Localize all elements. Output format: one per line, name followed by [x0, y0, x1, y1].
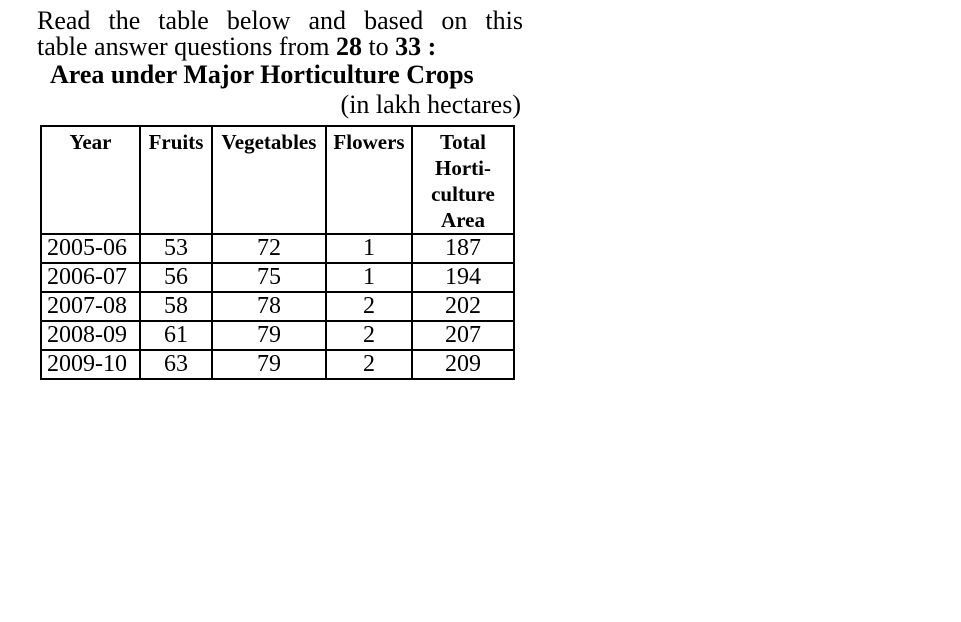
header-fruits: Fruits: [140, 126, 212, 234]
table-unit-note: (in lakh hectares): [340, 90, 521, 119]
horticulture-area-table: [40, 125, 515, 380]
cell-flowers: 1: [326, 234, 412, 263]
cell-year: 2007-08: [41, 292, 140, 321]
header-vegetables: Vegetables: [212, 126, 326, 234]
cell-fruits: 58: [140, 292, 212, 321]
cell-vegetables: 75: [212, 263, 326, 292]
cell-total: 207: [412, 321, 514, 350]
table-row: [41, 263, 514, 292]
table-header-row: [41, 126, 514, 234]
cell-total: 187: [412, 234, 514, 263]
cell-year: 2009-10: [41, 350, 140, 379]
instructions-to: to: [361, 32, 396, 61]
table-row: [41, 292, 514, 321]
header-total-area: Total Horti- culture Area: [412, 126, 514, 234]
cell-year: 2006-07: [41, 263, 140, 292]
cell-year: 2005-06: [41, 234, 140, 263]
cell-fruits: 61: [140, 321, 212, 350]
cell-vegetables: 79: [212, 350, 326, 379]
cell-vegetables: 78: [212, 292, 326, 321]
instructions-paragraph: [37, 8, 523, 60]
table-row: [41, 321, 514, 350]
table-row: [41, 350, 514, 379]
question-end-number: 33 :: [395, 32, 437, 61]
cell-fruits: 56: [140, 263, 212, 292]
cell-fruits: 53: [140, 234, 212, 263]
cell-flowers: 2: [326, 292, 412, 321]
cell-total: 194: [412, 263, 514, 292]
table-row: [41, 234, 514, 263]
cell-flowers: 1: [326, 263, 412, 292]
header-year: Year: [41, 126, 140, 234]
cell-total: 209: [412, 350, 514, 379]
cell-total: 202: [412, 292, 514, 321]
cell-flowers: 2: [326, 321, 412, 350]
instructions-line-2: [37, 32, 436, 61]
instructions-line-1: Read the table below and based on this: [37, 6, 523, 35]
table-title: Area under Major Horticulture Crops: [50, 60, 474, 89]
cell-fruits: 63: [140, 350, 212, 379]
cell-vegetables: 72: [212, 234, 326, 263]
header-flowers: Flowers: [326, 126, 412, 234]
document-body: [37, 8, 523, 119]
cell-year: 2008-09: [41, 321, 140, 350]
cell-flowers: 2: [326, 350, 412, 379]
question-start-number: 28: [335, 32, 362, 61]
instructions-line-2-text: table answer questions from: [37, 32, 336, 61]
cell-vegetables: 79: [212, 321, 326, 350]
